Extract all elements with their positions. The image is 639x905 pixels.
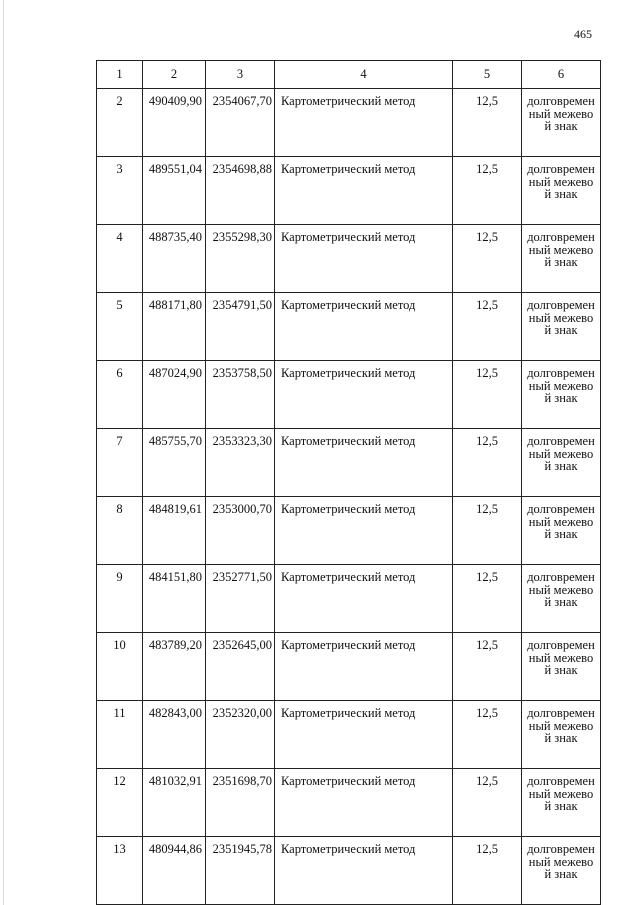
marker-type-cell (522, 837, 601, 905)
coordinate-y-cell: 2351945,78 (206, 837, 275, 905)
marker-type-text: долговременный межевой знак (527, 298, 595, 337)
method-cell: Картометрический метод (275, 633, 453, 701)
header-cell-3: 3 (206, 61, 275, 89)
method-cell: Картометрический метод (275, 429, 453, 497)
method-cell: Картометрический метод (275, 769, 453, 837)
accuracy-cell: 12,5 (453, 157, 522, 225)
method-cell: Картометрический метод (275, 89, 453, 157)
table-row (97, 633, 601, 701)
point-number-cell: 9 (97, 565, 143, 633)
marker-type-cell (522, 701, 601, 769)
header-cell-5: 5 (453, 61, 522, 89)
page-number: 465 (574, 27, 592, 41)
coordinate-y-cell: 2352771,50 (206, 565, 275, 633)
marker-type-text: долговременный межевой знак (527, 366, 595, 405)
coordinate-x-cell: 485755,70 (143, 429, 206, 497)
table-row (97, 157, 601, 225)
accuracy-cell: 12,5 (453, 89, 522, 157)
coordinate-x-cell: 488171,80 (143, 293, 206, 361)
point-number-cell: 13 (97, 837, 143, 905)
accuracy-cell: 12,5 (453, 565, 522, 633)
marker-type-cell (522, 565, 601, 633)
method-cell: Картометрический метод (275, 701, 453, 769)
method-cell: Картометрический метод (275, 157, 453, 225)
header-cell-1: 1 (97, 61, 143, 89)
accuracy-cell: 12,5 (453, 837, 522, 905)
accuracy-cell: 12,5 (453, 429, 522, 497)
marker-type-cell (522, 157, 601, 225)
coordinate-y-cell: 2354791,50 (206, 293, 275, 361)
marker-type-cell (522, 225, 601, 293)
coordinate-y-cell: 2353758,50 (206, 361, 275, 429)
table-row (97, 89, 601, 157)
table-row (97, 361, 601, 429)
marker-type-cell (522, 361, 601, 429)
coordinate-y-cell: 2353000,70 (206, 497, 275, 565)
marker-type-cell (522, 293, 601, 361)
header-cell-6: 6 (522, 61, 601, 89)
marker-type-text: долговременный межевой знак (527, 570, 595, 609)
coordinate-x-cell: 481032,91 (143, 769, 206, 837)
point-number-cell: 6 (97, 361, 143, 429)
accuracy-cell: 12,5 (453, 769, 522, 837)
marker-type-text: долговременный межевой знак (527, 638, 595, 677)
method-cell: Картометрический метод (275, 225, 453, 293)
coordinate-x-cell: 484151,80 (143, 565, 206, 633)
table-row (97, 701, 601, 769)
point-number-cell: 11 (97, 701, 143, 769)
point-number-cell: 8 (97, 497, 143, 565)
table-row (97, 497, 601, 565)
coordinate-y-cell: 2353323,30 (206, 429, 275, 497)
point-number-cell: 5 (97, 293, 143, 361)
table-row (97, 769, 601, 837)
scan-margin-line (3, 0, 4, 905)
coordinate-x-cell: 484819,61 (143, 497, 206, 565)
coordinate-x-cell: 489551,04 (143, 157, 206, 225)
method-cell: Картометрический метод (275, 361, 453, 429)
coordinate-x-cell: 490409,90 (143, 89, 206, 157)
marker-type-cell (522, 497, 601, 565)
table-row (97, 429, 601, 497)
marker-type-cell (522, 769, 601, 837)
marker-type-cell (522, 633, 601, 701)
marker-type-text: долговременный межевой знак (527, 162, 595, 201)
accuracy-cell: 12,5 (453, 293, 522, 361)
marker-type-text: долговременный межевой знак (527, 706, 595, 745)
point-number-cell: 12 (97, 769, 143, 837)
table-header-row (97, 61, 601, 89)
marker-type-cell (522, 89, 601, 157)
coordinate-y-cell: 2352645,00 (206, 633, 275, 701)
table-row (97, 837, 601, 905)
point-number-cell: 3 (97, 157, 143, 225)
header-cell-2: 2 (143, 61, 206, 89)
method-cell: Картометрический метод (275, 837, 453, 905)
table-row (97, 293, 601, 361)
coordinate-y-cell: 2354698,88 (206, 157, 275, 225)
marker-type-cell (522, 429, 601, 497)
coordinate-y-cell: 2351698,70 (206, 769, 275, 837)
accuracy-cell: 12,5 (453, 701, 522, 769)
coordinate-x-cell: 483789,20 (143, 633, 206, 701)
coordinate-y-cell: 2352320,00 (206, 701, 275, 769)
coordinate-y-cell: 2355298,30 (206, 225, 275, 293)
method-cell: Картометрический метод (275, 293, 453, 361)
marker-type-text: долговременный межевой знак (527, 774, 595, 813)
marker-type-text: долговременный межевой знак (527, 434, 595, 473)
accuracy-cell: 12,5 (453, 497, 522, 565)
marker-type-text: долговременный межевой знак (527, 94, 595, 133)
table-row (97, 565, 601, 633)
point-number-cell: 10 (97, 633, 143, 701)
table-row (97, 225, 601, 293)
header-cell-4: 4 (275, 61, 453, 89)
method-cell: Картометрический метод (275, 565, 453, 633)
boundary-points-table (96, 60, 601, 905)
coordinate-y-cell: 2354067,70 (206, 89, 275, 157)
marker-type-text: долговременный межевой знак (527, 502, 595, 541)
marker-type-text: долговременный межевой знак (527, 230, 595, 269)
method-cell: Картометрический метод (275, 497, 453, 565)
coordinate-x-cell: 488735,40 (143, 225, 206, 293)
point-number-cell: 4 (97, 225, 143, 293)
accuracy-cell: 12,5 (453, 633, 522, 701)
marker-type-text: долговременный межевой знак (527, 842, 595, 881)
coordinate-x-cell: 480944,86 (143, 837, 206, 905)
accuracy-cell: 12,5 (453, 361, 522, 429)
coordinate-x-cell: 487024,90 (143, 361, 206, 429)
point-number-cell: 2 (97, 89, 143, 157)
coordinate-x-cell: 482843,00 (143, 701, 206, 769)
point-number-cell: 7 (97, 429, 143, 497)
accuracy-cell: 12,5 (453, 225, 522, 293)
